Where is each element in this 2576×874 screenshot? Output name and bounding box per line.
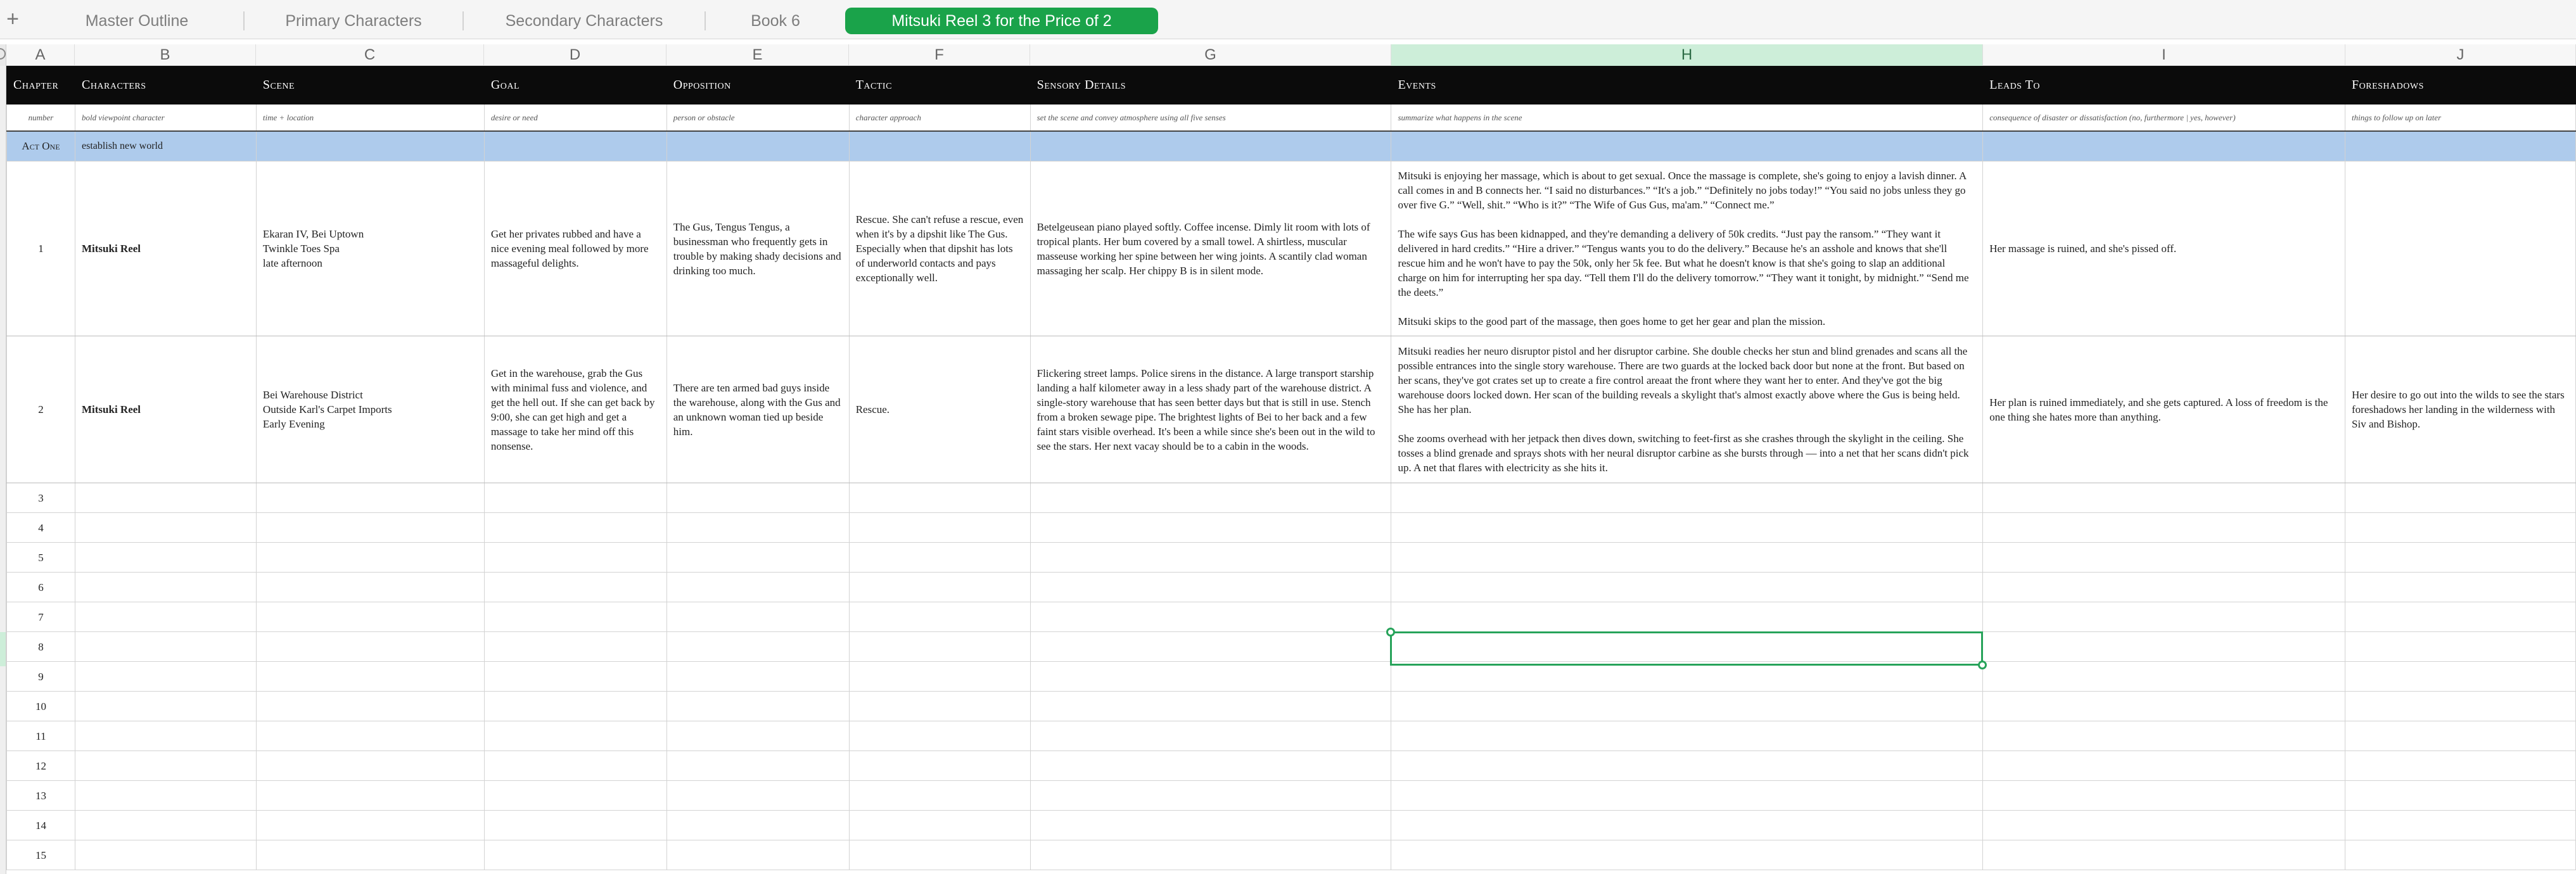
table-cell[interactable]	[256, 840, 484, 870]
table-cell[interactable]	[1030, 543, 1391, 573]
row-number-cell[interactable]: 12	[7, 751, 75, 781]
table-cell[interactable]	[849, 840, 1030, 870]
table-cell[interactable]	[1391, 751, 1983, 781]
tab-secondary-characters[interactable]: Secondary Characters	[505, 12, 663, 30]
tab-mitsuki-reel[interactable]: Mitsuki Reel 3 for the Price of 2	[845, 8, 1158, 34]
act-label[interactable]: Act One	[7, 131, 75, 162]
header-scene[interactable]: Scene	[256, 66, 484, 104]
table-cell[interactable]	[666, 513, 849, 543]
table-cell[interactable]	[75, 781, 256, 811]
foreshadows-cell[interactable]: Her desire to go out into the wilds to see the stars foreshadows her landing in the wilderness with Siv and Bishop.	[2345, 336, 2576, 483]
table-cell[interactable]	[484, 602, 666, 632]
table-cell[interactable]	[1983, 840, 2345, 870]
table-cell[interactable]	[75, 543, 256, 573]
table-cell[interactable]	[849, 662, 1030, 692]
subheader-scene[interactable]: time + location	[256, 104, 484, 131]
table-cell[interactable]	[75, 840, 256, 870]
table-cell[interactable]	[1983, 543, 2345, 573]
tab-book-6[interactable]: Book 6	[751, 12, 800, 30]
table-cell[interactable]	[484, 840, 666, 870]
table-cell[interactable]	[849, 543, 1030, 573]
table-cell[interactable]	[1391, 573, 1983, 602]
subheader-foreshadows[interactable]: things to follow up on later	[2345, 104, 2576, 131]
table-cell[interactable]	[2345, 840, 2576, 870]
sensory-cell[interactable]: Flickering street lamps. Police sirens in the distance. A large transport starship landing a half kilometer away in a less shady part of the warehouse district. A single-story warehouse that has seen better days but that is still in use. Stench from a broken sewage pipe. The brightest lights of Bei to her back and a few faint stars visible overhead. It's been a while since she's been out in the wild to see the stars. Her next vacay should be to a cabin in the woods.	[1030, 336, 1391, 483]
chapter-cell[interactable]: 1	[7, 162, 75, 336]
scene-row-1	[7, 162, 2576, 336]
table-cell[interactable]	[75, 692, 256, 721]
table-cell[interactable]	[484, 751, 666, 781]
character-cell[interactable]: Mitsuki Reel	[75, 162, 256, 336]
table-cell[interactable]	[849, 602, 1030, 632]
table-cell[interactable]	[666, 751, 849, 781]
table-cell[interactable]	[256, 662, 484, 692]
act-row	[7, 131, 2576, 162]
table-row	[7, 513, 2576, 543]
table-cell[interactable]	[256, 751, 484, 781]
table-row	[7, 781, 2576, 811]
column-header-e[interactable]: E	[666, 44, 849, 66]
table-row	[7, 751, 2576, 781]
table-cell[interactable]	[75, 811, 256, 840]
table-cell[interactable]	[75, 662, 256, 692]
select-all-corner[interactable]	[0, 44, 6, 66]
row-number-cell[interactable]: 10	[7, 692, 75, 721]
table-cell[interactable]	[666, 632, 849, 662]
table-cell[interactable]	[1391, 602, 1983, 632]
table-cell[interactable]	[484, 513, 666, 543]
table-cell[interactable]	[2345, 131, 2576, 162]
row-number-cell[interactable]: 8	[7, 632, 75, 662]
table-cell[interactable]	[2345, 751, 2576, 781]
tab-primary-characters[interactable]: Primary Characters	[285, 12, 422, 30]
table-row	[7, 721, 2576, 751]
row-number-cell[interactable]: 9	[7, 662, 75, 692]
table-cell[interactable]	[484, 573, 666, 602]
table-cell[interactable]	[2345, 543, 2576, 573]
leads-to-cell[interactable]: Her plan is ruined immediately, and she gets captured. A loss of freedom is the one thing she hates more than anything.	[1983, 336, 2345, 483]
table-row	[7, 543, 2576, 573]
table-cell[interactable]	[1391, 662, 1983, 692]
table-cell[interactable]	[75, 513, 256, 543]
table-cell[interactable]	[2345, 781, 2576, 811]
table-row	[7, 662, 2576, 692]
table-cell[interactable]	[484, 483, 666, 513]
table-cell[interactable]	[1983, 483, 2345, 513]
goal-cell[interactable]: Get in the warehouse, grab the Gus with minimal fuss and violence, and get the hell out. If she can get back by 9:00, she can get high and get a massage to take her mind off this nonsense.	[484, 336, 666, 483]
empty-rows	[7, 483, 2576, 870]
spreadsheet	[6, 66, 2576, 870]
table-cell[interactable]	[2345, 573, 2576, 602]
subheader-events[interactable]: summarize what happens in the scene	[1391, 104, 1983, 131]
header-foreshadows[interactable]: Foreshadows	[2345, 66, 2576, 104]
table-cell[interactable]	[75, 602, 256, 632]
subheader-sensory-details[interactable]: set the scene and convey atmosphere using all five senses	[1030, 104, 1391, 131]
table-cell[interactable]	[256, 131, 484, 162]
row-number-cell[interactable]: 4	[7, 513, 75, 543]
table-cell[interactable]	[849, 131, 1030, 162]
table-cell[interactable]	[1983, 602, 2345, 632]
table-cell[interactable]	[256, 513, 484, 543]
table-cell[interactable]	[2345, 811, 2576, 840]
table-cell[interactable]	[666, 662, 849, 692]
goal-cell[interactable]: Get her privates rubbed and have a nice evening meal followed by more massageful delights.	[484, 162, 666, 336]
table-cell[interactable]	[1983, 721, 2345, 751]
row-number-cell[interactable]: 15	[7, 840, 75, 870]
leads-to-cell[interactable]: Her massage is ruined, and she's pissed off.	[1983, 162, 2345, 336]
table-cell[interactable]	[1030, 692, 1391, 721]
table-cell[interactable]	[1391, 840, 1983, 870]
table-cell[interactable]	[2345, 692, 2576, 721]
table-cell[interactable]	[1030, 721, 1391, 751]
table-cell[interactable]	[2345, 602, 2576, 632]
column-header-bar	[0, 44, 2576, 66]
table-cell[interactable]	[1983, 692, 2345, 721]
opposition-cell[interactable]: There are ten armed bad guys inside the warehouse, along with the Gus and an unknown woman tied up beside him.	[666, 336, 849, 483]
table-cell[interactable]	[484, 721, 666, 751]
tactic-cell[interactable]: Rescue. She can't refuse a rescue, even when it's by a dipshit like The Gus. Especially when that dipshit has lots of underworld contacts and pays exceptionally well.	[849, 162, 1030, 336]
table-cell[interactable]	[484, 131, 666, 162]
scene-cell[interactable]: Ekaran IV, Bei Uptown Twinkle Toes Spa late afternoon	[256, 162, 484, 336]
column-header-b[interactable]: B	[75, 44, 256, 66]
table-cell[interactable]	[849, 632, 1030, 662]
table-row	[7, 632, 2576, 662]
table-cell[interactable]	[1030, 662, 1391, 692]
subheader-tactic[interactable]: character approach	[849, 104, 1030, 131]
table-cell[interactable]	[666, 483, 849, 513]
table-cell[interactable]	[256, 781, 484, 811]
table-cell[interactable]	[1030, 131, 1391, 162]
table-cell[interactable]	[666, 811, 849, 840]
table-row	[7, 483, 2576, 513]
foreshadows-cell[interactable]	[2345, 162, 2576, 336]
table-cell[interactable]	[2345, 662, 2576, 692]
scene-row-2	[7, 336, 2576, 483]
table-cell[interactable]	[256, 573, 484, 602]
header-leads-to[interactable]: Leads To	[1983, 66, 2345, 104]
table-cell[interactable]	[1391, 632, 1983, 662]
table-cell[interactable]	[256, 692, 484, 721]
table-cell[interactable]	[849, 721, 1030, 751]
table-cell[interactable]	[75, 632, 256, 662]
table-cell[interactable]	[75, 573, 256, 602]
table-cell[interactable]	[1983, 781, 2345, 811]
table-cell[interactable]	[1983, 751, 2345, 781]
table-cell[interactable]	[256, 483, 484, 513]
table-cell[interactable]	[256, 602, 484, 632]
table-cell[interactable]	[2345, 632, 2576, 662]
header-goal[interactable]: Goal	[484, 66, 666, 104]
column-header-f[interactable]: F	[849, 44, 1030, 66]
header-opposition[interactable]: Opposition	[666, 66, 849, 104]
subheader-row	[7, 104, 2576, 131]
table-cell[interactable]	[1983, 131, 2345, 162]
table-cell[interactable]	[849, 483, 1030, 513]
table-cell[interactable]	[1391, 781, 1983, 811]
subheader-characters[interactable]: bold viewpoint character	[75, 104, 256, 131]
table-cell[interactable]	[1030, 602, 1391, 632]
table-row	[7, 840, 2576, 870]
table-cell[interactable]	[1391, 131, 1983, 162]
sheet-tab-bar	[0, 0, 2576, 39]
table-row	[7, 811, 2576, 840]
table-cell[interactable]	[1030, 632, 1391, 662]
table-cell[interactable]	[666, 840, 849, 870]
table-cell[interactable]	[849, 781, 1030, 811]
add-sheet-button[interactable]: +	[6, 7, 19, 31]
row-number-cell[interactable]: 6	[7, 573, 75, 602]
corner-circle-icon	[0, 48, 6, 60]
table-cell[interactable]	[256, 811, 484, 840]
table-cell[interactable]	[484, 811, 666, 840]
row-number-cell[interactable]: 11	[7, 721, 75, 751]
table-cell[interactable]	[1391, 721, 1983, 751]
column-header-d[interactable]: D	[484, 44, 666, 66]
row-number-cell[interactable]: 7	[7, 602, 75, 632]
table-cell[interactable]	[1391, 811, 1983, 840]
scene-cell[interactable]: Bei Warehouse District Outside Karl's Carpet Imports Early Evening	[256, 336, 484, 483]
table-row	[7, 692, 2576, 721]
subheader-goal[interactable]: desire or need	[484, 104, 666, 131]
column-header-j[interactable]: J	[2345, 44, 2576, 66]
table-row	[7, 573, 2576, 602]
subheader-leads-to[interactable]: consequence of disaster or dissatisfaction (no, furthermore | yes, however)	[1983, 104, 2345, 131]
table-cell[interactable]	[2345, 483, 2576, 513]
table-cell[interactable]	[75, 721, 256, 751]
header-sensory-details[interactable]: Sensory Details	[1030, 66, 1391, 104]
row-number-cell[interactable]: 3	[7, 483, 75, 513]
table-cell[interactable]	[256, 721, 484, 751]
table-cell[interactable]	[1391, 543, 1983, 573]
subheader-opposition[interactable]: person or obstacle	[666, 104, 849, 131]
table-cell[interactable]	[256, 543, 484, 573]
act-note[interactable]: establish new world	[75, 131, 256, 162]
column-header-h[interactable]: H	[1391, 44, 1983, 66]
table-cell[interactable]	[1983, 662, 2345, 692]
table-cell[interactable]	[1030, 573, 1391, 602]
table-row	[7, 602, 2576, 632]
header-events[interactable]: Events	[1391, 66, 1983, 104]
tab-master-outline[interactable]: Master Outline	[85, 12, 189, 30]
table-cell[interactable]	[1030, 513, 1391, 543]
table-cell[interactable]	[849, 513, 1030, 543]
events-cell[interactable]: Mitsuki readies her neuro disruptor pistol and her disruptor carbine. She double checks her stun and blind grenades and scans all the possible entrances into the single story warehouse. There are two guards at the locked back door but none at the front. But based on her scans, they've got crates set up to create a fire control areaat the front where they want her to enter. And they've got the big warehouse doors locked down. Her scan of the building reveals a skylight that's almost exactly above where the Gus is being held. She has her plan. She zooms overhead with her jetpack then dives down, switching to feet-first as she crashes through the skylight in the ceiling. She tosses a blind grenade and sprays shots with her neural disruptor carbine as she bursts through — into a net that her scans didn't pick up. A net that flares with electricity as she hits it.	[1391, 336, 1983, 483]
table-cell[interactable]	[256, 632, 484, 662]
table-cell[interactable]	[484, 543, 666, 573]
row-gutter	[0, 66, 6, 874]
row-number-cell[interactable]: 5	[7, 543, 75, 573]
row-gutter-selected	[0, 632, 6, 666]
table-cell[interactable]	[484, 781, 666, 811]
table-cell[interactable]	[1391, 483, 1983, 513]
table-cell[interactable]	[666, 602, 849, 632]
table-cell[interactable]	[1983, 632, 2345, 662]
table-cell[interactable]	[484, 662, 666, 692]
header-characters[interactable]: Characters	[75, 66, 256, 104]
table-cell[interactable]	[1983, 573, 2345, 602]
table-cell[interactable]	[1983, 513, 2345, 543]
table-cell[interactable]	[1030, 811, 1391, 840]
column-header-a[interactable]: A	[6, 44, 75, 66]
column-header-c[interactable]: C	[256, 44, 484, 66]
events-cell[interactable]: Mitsuki is enjoying her massage, which is about to get sexual. Once the massage is complete, she's going to enjoy a lavish dinner. A call comes in and B connects her. “I said no disturbances.” “It's a job.” “Definitely no jobs today!” “You said no jobs unless they go over five G.” “Well, shit.” “Who is it?” “The Wife of Gus Gus, ma'am.” “Connect me.” The wife says Gus has been kidnapped, and they're demanding a delivery of 50k credits. “Just pay the ransom.” “They want it delivered in hard credits.” “Hire a driver.” “Tengus wants you to do the delivery.” Because he's an asshole and knows that she'll rescue him and he won't have to pay the 50k, only her 5k fee. But what he doesn't know is that she's going to slap an additional charge on him for interrupting her spa day. “Tell them I'll do the delivery tomorrow.” “They want it tonight, by midnight.” “Send me the deets.” Mitsuki skips to the good part of the massage, then goes home to get her gear and plan the mission.	[1391, 162, 1983, 336]
table-cell[interactable]	[849, 573, 1030, 602]
table-cell[interactable]	[1391, 692, 1983, 721]
table-cell[interactable]	[75, 483, 256, 513]
table-cell[interactable]	[1030, 840, 1391, 870]
outline-table	[6, 66, 2576, 870]
tactic-cell[interactable]: Rescue.	[849, 336, 1030, 483]
sensory-cell[interactable]: Betelgeusean piano played softly. Coffee incense. Dimly lit room with lots of tropical plants. Her bum covered by a small towel. A shirtless, muscular masseuse working her spine between her wing joints. A scantily clad woman massaging her scalp. Her chippy B is in silent mode.	[1030, 162, 1391, 336]
row-number-cell[interactable]: 13	[7, 781, 75, 811]
table-cell[interactable]	[666, 781, 849, 811]
row-number-cell[interactable]: 14	[7, 811, 75, 840]
table-cell[interactable]	[1391, 513, 1983, 543]
table-cell[interactable]	[849, 811, 1030, 840]
table-cell[interactable]	[1983, 811, 2345, 840]
table-cell[interactable]	[484, 692, 666, 721]
table-cell[interactable]	[666, 543, 849, 573]
header-row	[7, 66, 2576, 104]
table-cell[interactable]	[1030, 483, 1391, 513]
table-cell[interactable]	[1030, 781, 1391, 811]
header-chapter[interactable]: Chapter	[7, 66, 75, 104]
table-cell[interactable]	[75, 751, 256, 781]
table-cell[interactable]	[484, 632, 666, 662]
chapter-cell[interactable]: 2	[7, 336, 75, 483]
opposition-cell[interactable]: The Gus, Tengus Tengus, a businessman who frequently gets in trouble by making shady decisions and drinking too much.	[666, 162, 849, 336]
table-cell[interactable]	[2345, 721, 2576, 751]
column-header-g[interactable]: G	[1030, 44, 1391, 66]
subheader-chapter[interactable]: number	[7, 104, 75, 131]
table-cell[interactable]	[666, 692, 849, 721]
table-cell[interactable]	[666, 131, 849, 162]
header-tactic[interactable]: Tactic	[849, 66, 1030, 104]
character-cell[interactable]: Mitsuki Reel	[75, 336, 256, 483]
table-cell[interactable]	[2345, 513, 2576, 543]
table-cell[interactable]	[849, 751, 1030, 781]
column-header-i[interactable]: I	[1983, 44, 2345, 66]
table-cell[interactable]	[666, 721, 849, 751]
table-cell[interactable]	[849, 692, 1030, 721]
table-cell[interactable]	[1030, 751, 1391, 781]
table-cell[interactable]	[666, 573, 849, 602]
